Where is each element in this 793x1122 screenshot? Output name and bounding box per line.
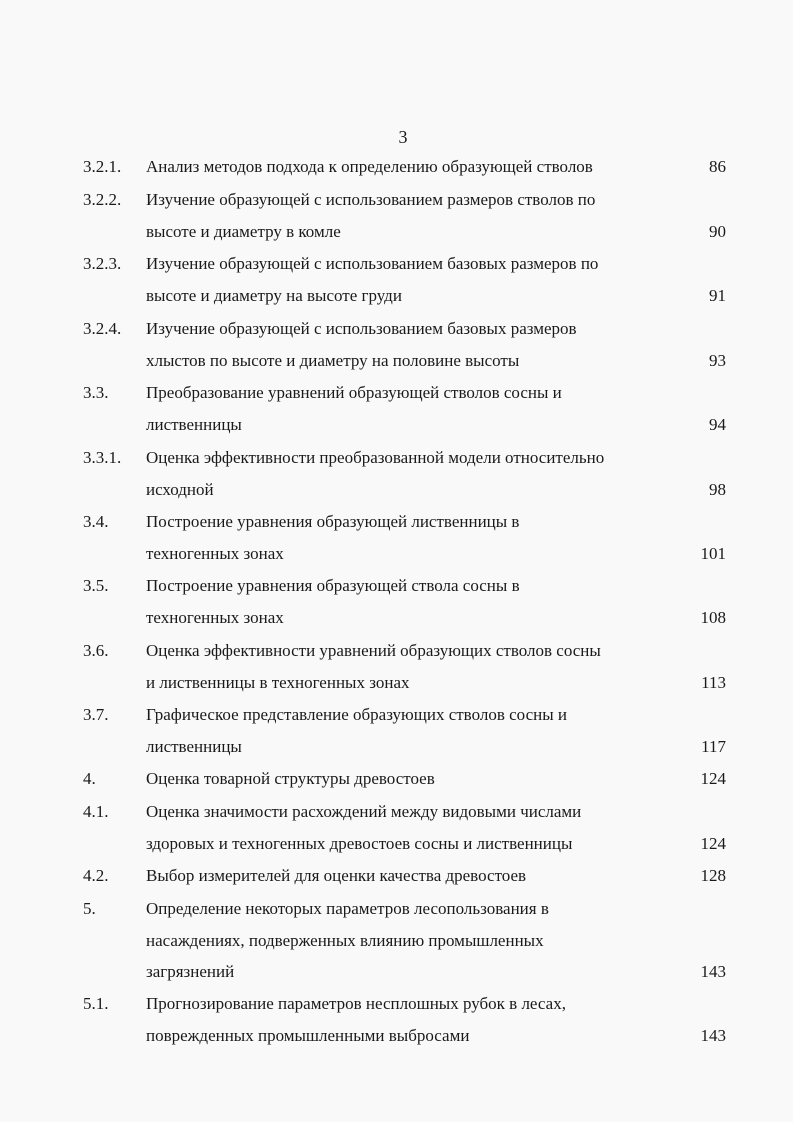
toc-entry-line xyxy=(0,800,793,824)
toc-entry-page: 124 xyxy=(700,769,726,788)
toc-entry-line xyxy=(0,929,793,953)
toc-entry-line xyxy=(0,767,793,791)
toc-entry-line xyxy=(0,1024,793,1048)
toc-entry-line xyxy=(0,606,793,630)
toc-entry-title: Преобразование уравнений образующей стволов сосны и xyxy=(146,383,562,402)
toc-entry-line xyxy=(0,574,793,598)
toc-entry-number: 3.5. xyxy=(83,576,109,595)
toc-entry-page: 90 xyxy=(709,222,726,241)
toc-entry-line xyxy=(0,446,793,470)
toc-entry-page: 94 xyxy=(709,415,726,434)
toc-entry-line xyxy=(0,639,793,663)
toc-entry-title: Построение уравнения образующей лиственницы в xyxy=(146,512,520,531)
toc-entry-line xyxy=(0,349,793,373)
toc-entry-line xyxy=(0,510,793,534)
toc-entry-title: Анализ методов подхода к определению образующей стволов xyxy=(146,157,593,176)
toc-entry-title: и лиственницы в техногенных зонах xyxy=(146,673,410,692)
toc-entry-title: Графическое представление образующих стволов сосны и xyxy=(146,705,567,724)
toc-entry-number: 3.4. xyxy=(83,512,109,531)
toc-entry-title: Построение уравнения образующей ствола сосны в xyxy=(146,576,520,595)
toc-entry-line xyxy=(0,735,793,759)
toc-entry-title: Оценка значимости расхождений между видовыми числами xyxy=(146,802,582,821)
toc-entry-line xyxy=(0,413,793,437)
toc-entry-number: 3.3.1. xyxy=(83,448,122,467)
toc-entry-line xyxy=(0,703,793,727)
toc-entry-title: Изучение образующей с использованием размеров стволов по xyxy=(146,190,596,209)
toc-entry-line xyxy=(0,671,793,695)
toc-entry-title: лиственницы xyxy=(146,737,242,756)
toc-entry-number: 4.2. xyxy=(83,866,109,885)
toc-entry-page: 101 xyxy=(700,544,726,563)
toc-entry-title: Изучение образующей с использованием базовых размеров по xyxy=(146,254,599,273)
toc-entry-title: Оценка товарной структуры древостоев xyxy=(146,769,435,788)
toc-entry-number: 3.2.2. xyxy=(83,190,122,209)
toc-entry-page: 86 xyxy=(709,157,726,176)
toc-entry-line xyxy=(0,897,793,921)
page-number: 3 xyxy=(398,127,408,147)
toc-entry-page: 113 xyxy=(701,673,726,692)
toc-entry-title: Прогнозирование параметров несплошных рубок в лесах, xyxy=(146,994,566,1013)
toc-entry-line xyxy=(0,188,793,212)
toc-entry-title: поврежденных промышленными выбросами xyxy=(146,1026,470,1045)
toc-entry-page: 98 xyxy=(709,480,726,499)
toc-entry-line xyxy=(0,155,793,179)
toc-entry-number: 5. xyxy=(83,899,96,918)
toc-entry-title: высоте и диаметру на высоте груди xyxy=(146,286,402,305)
toc-entry-title: здоровых и техногенных древостоев сосны и лиственницы xyxy=(146,834,573,853)
toc-entry-title: техногенных зонах xyxy=(146,544,284,563)
toc-entry-title: высоте и диаметру в комле xyxy=(146,222,341,241)
toc-entry-number: 3.2.1. xyxy=(83,157,122,176)
toc-entry-title: исходной xyxy=(146,480,214,499)
toc-entry-title: Выбор измерителей для оценки качества древостоев xyxy=(146,866,527,885)
toc-entry-page: 117 xyxy=(701,737,726,756)
toc-entry-line xyxy=(0,992,793,1016)
toc-entry-line xyxy=(0,317,793,341)
toc-entry-title: лиственницы xyxy=(146,415,242,434)
toc-entry-page: 143 xyxy=(700,962,726,981)
toc-entry-line xyxy=(0,284,793,308)
toc-entry-line xyxy=(0,220,793,244)
toc-entry-line xyxy=(0,864,793,888)
toc-entry-page: 93 xyxy=(709,351,726,370)
toc-entry-line xyxy=(0,832,793,856)
toc-entry-number: 3.3. xyxy=(83,383,109,402)
toc-entry-number: 5.1. xyxy=(83,994,109,1013)
toc-entry-number: 3.6. xyxy=(83,641,109,660)
toc-entry-title: Оценка эффективности уравнений образующих стволов сосны xyxy=(146,641,601,660)
toc-entry-number: 3.7. xyxy=(83,705,109,724)
toc-entry-title: техногенных зонах xyxy=(146,608,284,627)
toc-entry-page: 108 xyxy=(700,608,726,627)
toc-entry-title: загрязнений xyxy=(146,962,235,981)
toc-entry-number: 4.1. xyxy=(83,802,109,821)
toc-entry-line xyxy=(0,252,793,276)
toc-entry-page: 128 xyxy=(700,866,726,885)
toc-entry-line xyxy=(0,960,793,984)
toc-entry-page: 91 xyxy=(709,286,726,305)
toc-entry-page: 124 xyxy=(700,834,726,853)
toc-entry-line xyxy=(0,542,793,566)
toc-entry-number: 3.2.4. xyxy=(83,319,122,338)
toc-entry-title: Изучение образующей с использованием базовых размеров xyxy=(146,319,577,338)
toc-entry-title: Определение некоторых параметров лесопользования в xyxy=(146,899,549,918)
toc-entry-page: 143 xyxy=(700,1026,726,1045)
toc-entry-title: Оценка эффективности преобразованной модели относительно xyxy=(146,448,605,467)
toc-entry-line xyxy=(0,381,793,405)
toc-entry-number: 3.2.3. xyxy=(83,254,122,273)
toc-entry-line xyxy=(0,478,793,502)
toc-entry-title: хлыстов по высоте и диаметру на половине высоты xyxy=(146,351,520,370)
toc-entry-number: 4. xyxy=(83,769,96,788)
toc-entry-title: насаждениях, подверженных влиянию промышленных xyxy=(146,931,544,950)
